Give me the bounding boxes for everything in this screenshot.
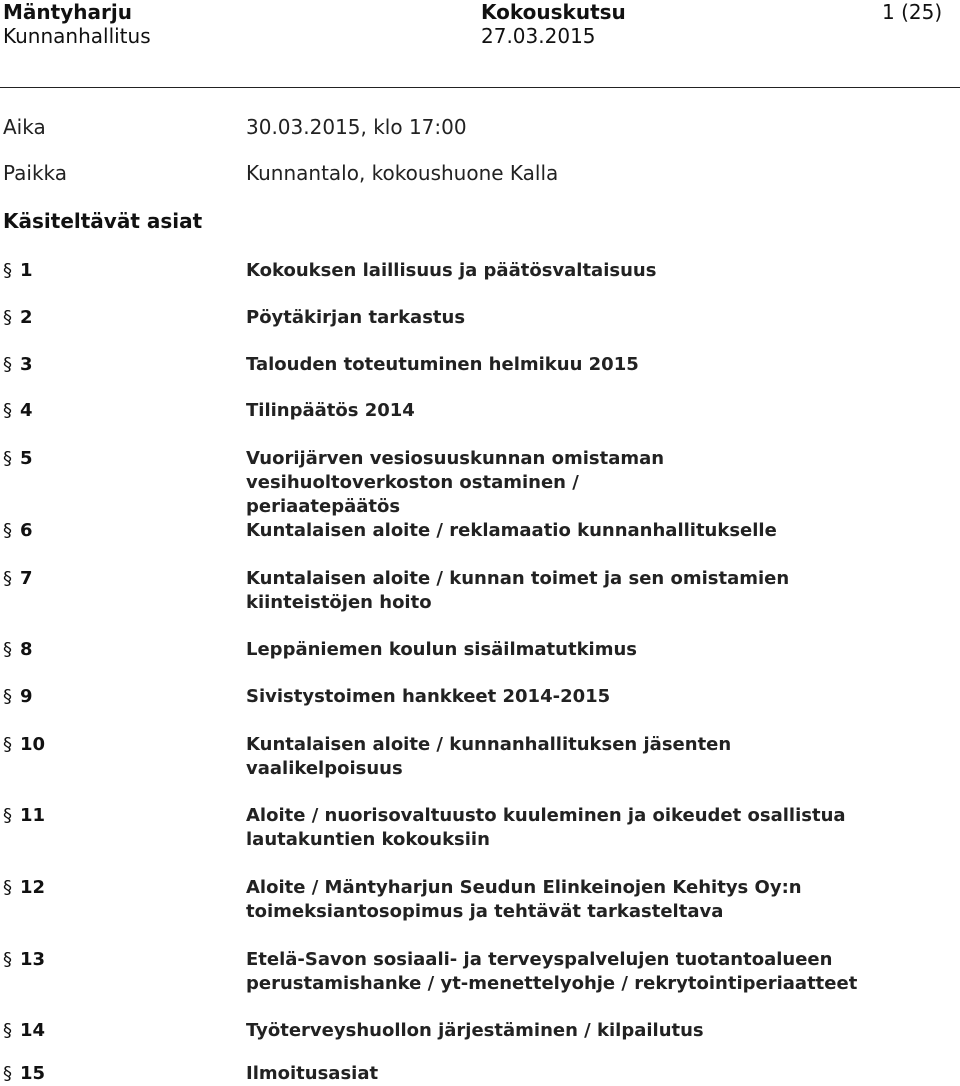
section-sign: § [3, 1020, 12, 1041]
place-value: Kunnantalo, kokoushuone Kalla [246, 161, 559, 185]
document-date: 27.03.2015 [481, 24, 596, 48]
section-sign: § [3, 568, 12, 589]
place-label: Paikka [3, 161, 68, 185]
item-number: § 6 [3, 520, 33, 541]
section-sign: § [3, 949, 12, 970]
item-title: Tilinpäätös 2014 [246, 400, 415, 421]
item-title: Kuntalaisen aloite / reklamaatio kunnanhallitukselle [246, 520, 777, 541]
item-title: Kuntalaisen aloite / kunnanhallituksen jäsenten vaalikelpoisuus [246, 734, 732, 779]
item-title: Kokouksen laillisuus ja päätösvaltaisuus [246, 260, 657, 281]
section-sign: § [3, 877, 12, 898]
item-number: § 2 [3, 307, 33, 328]
item-title: Ilmoitusasiat [246, 1063, 379, 1084]
header-divider [0, 87, 960, 88]
item-number: § 11 [3, 805, 46, 826]
section-sign: § [3, 1063, 12, 1084]
section-sign: § [3, 686, 12, 707]
section-sign: § [3, 400, 12, 421]
item-title: Työterveyshuollon järjestäminen / kilpailutus [246, 1020, 704, 1041]
item-number: § 10 [3, 734, 46, 755]
municipality-name: Mäntyharju [3, 0, 132, 24]
item-title: Leppäniemen koulun sisäilmatutkimus [246, 639, 637, 660]
section-sign: § [3, 805, 12, 826]
section-sign: § [3, 734, 12, 755]
section-sign: § [3, 260, 12, 281]
item-title: Aloite / nuorisovaltuusto kuuleminen ja oikeudet osallistua lautakuntien kokouksiin [246, 805, 846, 850]
item-number: § 8 [3, 639, 33, 660]
page-number: 1 (25) [882, 0, 943, 24]
document-type: Kokouskutsu [481, 0, 626, 24]
item-number: § 13 [3, 949, 46, 970]
item-title: Kuntalaisen aloite / kunnan toimet ja sen omistamien kiinteistöjen hoito [246, 568, 790, 613]
agenda-heading: Käsiteltävät asiat [3, 209, 203, 233]
section-sign: § [3, 307, 12, 328]
item-title: Pöytäkirjan tarkastus [246, 307, 466, 328]
section-sign: § [3, 448, 12, 469]
item-number: § 14 [3, 1020, 46, 1041]
item-number: § 3 [3, 354, 33, 375]
section-sign: § [3, 639, 12, 660]
item-title: Talouden toteutuminen helmikuu 2015 [246, 354, 639, 375]
item-number: § 1 [3, 260, 33, 281]
item-number: § 12 [3, 877, 46, 898]
time-label: Aika [3, 115, 46, 139]
item-number: § 9 [3, 686, 33, 707]
section-sign: § [3, 354, 12, 375]
time-value: 30.03.2015, klo 17:00 [246, 115, 467, 139]
item-number: § 15 [3, 1063, 46, 1084]
item-title: Aloite / Mäntyharjun Seudun Elinkeinojen Kehitys Oy:n toimeksiantosopimus ja tehtävät tarkasteltava [246, 877, 802, 922]
item-title: Sivistystoimen hankkeet 2014-2015 [246, 686, 611, 707]
body-name: Kunnanhallitus [3, 24, 151, 48]
item-number: § 5 [3, 448, 33, 469]
item-number: § 7 [3, 568, 33, 589]
item-title: Etelä-Savon sosiaali- ja terveyspalvelujen tuotantoalueen perustamishanke / yt-menettelyohje / rekrytointiperiaatteet [246, 949, 858, 994]
item-title: Vuorijärven vesiosuuskunnan omistaman vesihuoltoverkoston ostaminen / periaatepäätös [246, 448, 665, 517]
item-number: § 4 [3, 400, 33, 421]
section-sign: § [3, 520, 12, 541]
